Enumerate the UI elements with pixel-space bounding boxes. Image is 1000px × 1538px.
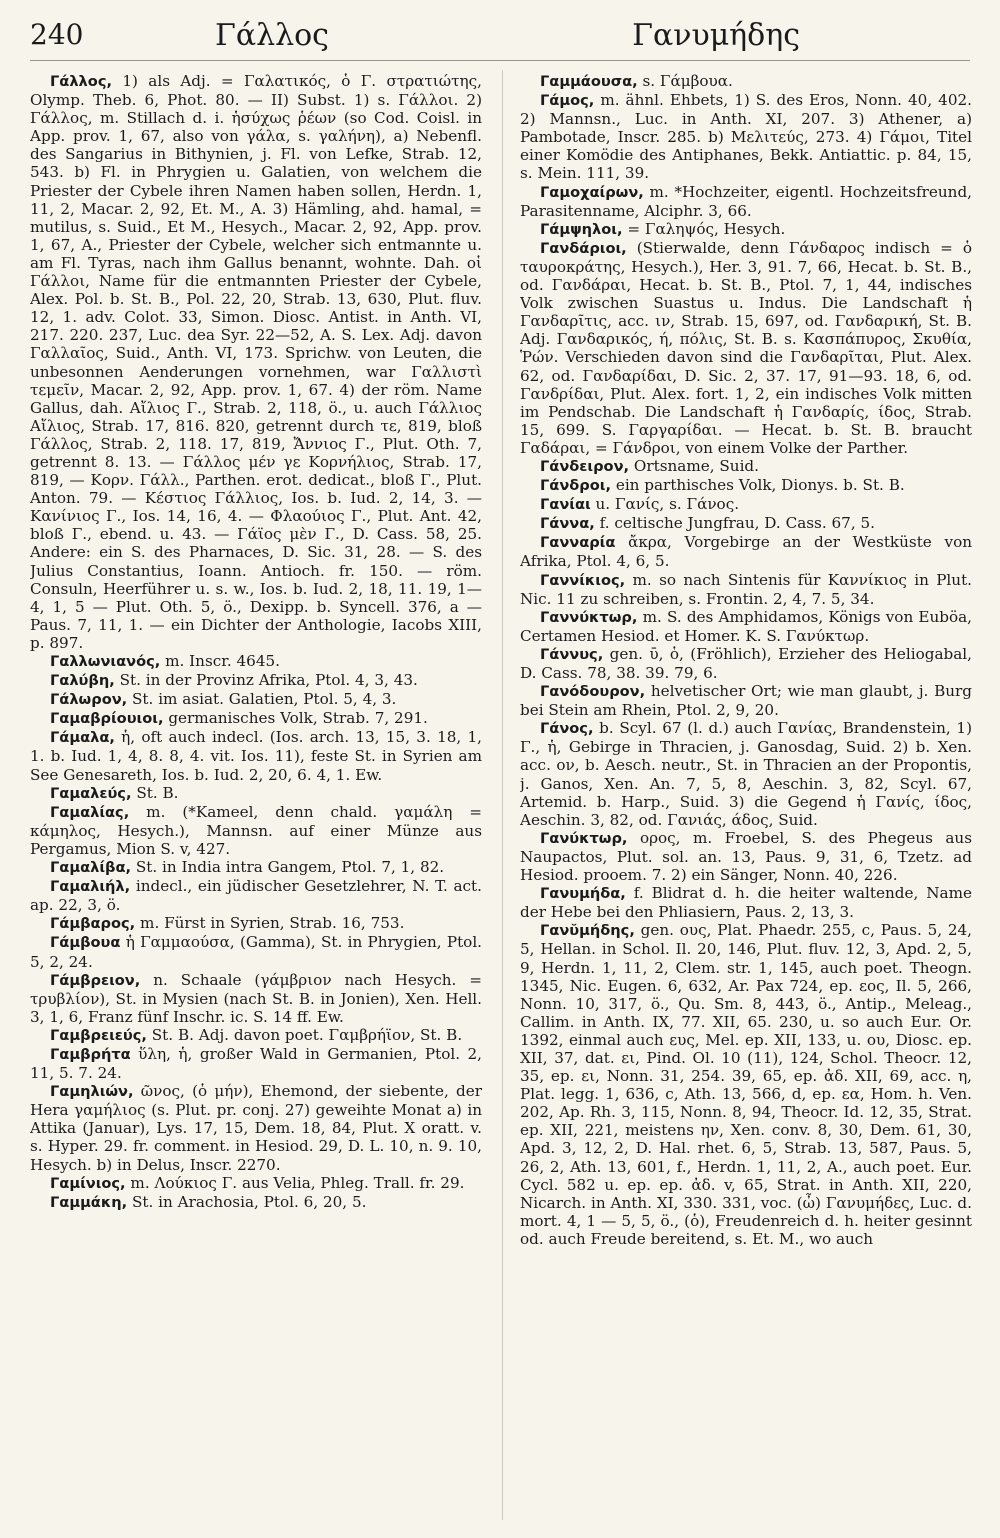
dictionary-entry [30,784,482,803]
entry-text: m. ähnl. Ehbets, 1) S. des Eros, Nonn. 40, 402. 2) Mannsn., Luc. in Anth. XI, 207. 3) Athener, a) Pambotade, Inscr. 285. b) Μελιτεύς, 273. 4) Γάμοι, Titel einer Komödie des Antiphanes, Bekk. Antiattic. p. 84, 15, s. Mein. 111, 39. [520,91,972,183]
entry-headword: Γαμμάουσα, [540,73,638,90]
entry-text: gen. ῡ, ὁ, (Fröhlich), Erzieher des Heliogabal, D. Cass. 78, 38. 39. 79, 6. [520,644,972,682]
entry-text: b. Scyl. 67 (l. d.) auch Γανίας, Brandenstein, 1) Γ., ἡ, Gebirge in Thracien, j. Ganosdag, Suid. 2) b. Xen. acc. ον, b. Aesch. neutr., St. in Thracien an der Propontis, j. Ganos, Xen. An. 7, 5, 8, Aeschin. 3, 82, Scyl. 67, Artemid. b. Harp., Suid. 3) die Gegend ἡ Γανίς, ίδος, Aeschin. 3, 82, od. Γανιάς, άδος, Suid. [520,719,972,829]
dictionary-entry [30,1174,482,1193]
entry-text: ῶνος, (ὁ μήν), Ehemond, der siebente, der Hera γαμήλιος (s. Plut. pr. conj. 27) geweihte Monat a) in Attika (Januar), Lys. 17, 15, Dem. 18, 84, Plut. X oratt. v. s. Hyper. 29. fr. comment. in Hesiod. 29, D. L. 10, n. 9. 10, Hesych. b) in Delus, Inscr. 2270. [30,1082,482,1174]
entry-text: m. *Hochzeiter, eigentl. Hochzeitsfreund, Parasitenname, Alciphr. 3, 66. [520,182,972,220]
entry-text: m. Fürst in Syrien, Strab. 16, 753. [135,914,405,933]
entry-text: helvetischer Ort; wie man glaubt, j. Burg bei Stein am Rhein, Ptol. 2, 9, 20. [520,682,972,720]
dictionary-entry [30,933,482,970]
left-column [30,72,482,1522]
dictionary-entry [520,884,972,921]
entry-headword: Γάννυς, [540,645,604,663]
entry-headword: Γαμαλεύς, [50,784,132,802]
entry-headword: Γάνος, [540,720,594,738]
entry-headword: Γαννίκιος, [540,571,626,589]
dictionary-entry [30,1045,482,1082]
entry-headword: Γάννα, [540,515,595,533]
entry-text: ἡ, oft auch indecl. (Ios. arch. 13, 15, 3. 18, 1, 1. b. Iud. 1, 4, 8. 8, 4. vit. Ios. 11), feste St. in Syrien am See Genesareth, Ios. b. Iud. 2, 20, 6. 4, 1. Ew. [30,728,482,784]
entry-text: ορος, m. Froebel, S. des Phegeus aus Naupactos, Plut. sol. an. 13, Paus. 9, 31, 6, Tzetz. ad Hesiod. prooem. 7. 2) ein Sänger, Nonn. 40, 226. [520,828,972,885]
entry-text: 1) als Adj. = Γαλατικός, ὁ Γ. στρατιώτης, Olymp. Theb. 6, Phot. 80. — II) Subst. 1) s. Γάλλοι. 2) Γάλλος, m. Stillach d. i. ἡσύχως ῥέων (so Cod. Coisl. in App. prov. 1, 67, also von γάλα, s. γαλήνη), a) Nebenfl. des Sangarius in Bithynien, j. Fl. von Lefke, Strab. 12, 543. b) Fl. in Phrygien u. Galatien, von welchem die Priester der Cybele ihren Namen haben sollen, Herdn. 1, 11, 2, Macar. 2, 92, Et. M., A. 3) Hämling, ahd. hamal, = mutilus, s. Suid., Et M., Hesych., Macar. 2, 92, App. prov. 1, 67, A., Priester der Cybele, welcher sich entmannte u. am Fl. Tyras, nach ihm Gallus benannt, wohnte. Dah. οἱ Γάλλοι, Name für die entmannten Priester der Cybele, Alex. Pol. b. St. B., Pol. 22, 20, Strab. 13, 630, Plut. fluv. 12, 1. adv. Colot. 33, Simon. Diosc. Antist. in Anth. VI, 217. 220. 237, Luc. dea Syr. 22—52, A. S. Lex. Adj. davon Γαλλαῖος, Suid., Anth. VI, 173. Sprichw. von Leuten, die unbesonnen Aenderungen vornehmen, war Γαλλιστὶ τεμεῖν, Macar. 2, 92, App. prov. 1, 67. 4) der röm. Name Gallus, dah. Αἴλιος Γ., Strab. 2, 118, ö., u. auch Γάλλιος Αἴλιος, Strab. 17, 816. 820, getrennt durch τε, 819, bloß Γάλλος, Strab. 2, 118. 17, 819, Ἄννιος Γ., Plut. Oth. 7, getrennt 8. 13. — Γάλλος μέν γε Κορνήλιος, Strab. 17, 819, — Κορν. Γάλλ., Parthen. erot. dedicat., bloß Γ., Plut. Anton. 79. — Κέστιος Γάλλιος, Ios. b. Iud. 2, 14, 3. — Κανίνιος Γ., Ios. 14, 16, 4. — Φλαούιος Γ., Plut. Ant. 42, bloß Γ., ebend. u. 43. — Γάϊος μὲν Γ., D. Cass. 58, 25. Andere: ein S. des Pharnaces, D. Sic. 31, 28. — S. des Julius Constantius, Ioann. Antioch. fr. 150. — röm. Consuln, Heerführer u. s. w., Ios. b. Iud. 2, 18, 11. 19, 1—4, 1, 5 — Plut. Oth. 5, ö., Dexipp. b. Syncell. 376, a — Paus. 7, 11, 1. — ein Dichter der Anthologie, Iacobs XIII, p. 897. [30,72,482,652]
entry-headword: Γάμψηλοι, [540,220,623,238]
entry-headword: Γανυμήδα, [540,885,626,903]
entry-text: f. Blidrat d. h. die heiter waltende, Name der Hebe bei den Phliasiern, Paus. 2, 13, 3. [520,884,972,922]
dictionary-entry [520,682,972,719]
entry-headword: Γαμίνιος, [50,1174,126,1192]
dictionary-entry [30,877,482,914]
entry-headword: Γανῠμήδης, [540,922,635,940]
dictionary-entry [30,709,482,728]
column-divider [502,70,503,1520]
entry-text: m. so nach Sintenis für Καννίκιος in Plut. Nic. 11 zu schreiben, s. Frontin. 2, 4, 7. 5, 34. [520,570,972,608]
entry-text: St. B. [131,783,179,802]
entry-headword: Γανόδουρον, [540,683,646,701]
dictionary-entry [30,1082,482,1173]
dictionary-entry [520,829,972,884]
dictionary-entry [30,1193,482,1212]
dictionary-entry [520,495,972,514]
entry-text: germanisches Volk, Strab. 7, 291. [163,709,428,728]
entry-text: m. (*Kameel, denn chald. γαμάλη = κάμηλος, Hesych.), Mannsn. auf einer Münze aus Pergamus, Mion S. v, 427. [30,802,482,858]
entry-headword: Γαμβρειεύς, [50,1026,147,1044]
dictionary-entry [520,91,972,182]
entry-headword: Γάλωρον, [50,691,128,709]
entry-text: indecl., ein jüdischer Gesetzlehrer, N. T. act. ap. 22, 3, ö. [30,877,482,915]
entry-headword: Γάμαλα, [50,729,115,747]
entry-text: ein parthisches Volk, Dionys. b. St. B. [611,476,905,495]
dictionary-entry [30,1026,482,1045]
guide-word-left: Γάλλος [215,18,329,53]
dictionary-entry [520,645,972,682]
entry-text: ἄκρα, Vorgebirge an der Westküste von Afrika, Ptol. 4, 6, 5. [520,533,972,571]
entry-headword: Γαμαλιήλ, [50,878,131,896]
entry-headword: Γάμβαρος, [50,915,136,933]
entry-text: Ortsname, Suid. [629,456,759,475]
entry-headword: Γάμβρειον, [50,971,141,989]
entry-text: (Stierwalde, denn Γάνδαρος indisch = ὁ ταυροκράτης, Hesych.), Her. 3, 91. 7, 66, Hecat. b. St. B., od. Γανδάραι, Hecat. b. St. B., Ptol. 7, 1, 44, indisches Volk zwischen Suastus u. Indus. Die Landschaft ἡ Γανδαρῖτις, acc. ιν, Strab. 15, 697, od. Γανδαρική, St. B. Adj. Γανδαρικός, ή, πόλις, St. B. s. Κασπάπυρος, Σκυθία, Ῥών. Verschieden davon sind die Γανδαρῖται, Plut. Alex. 62, od. Γανδαρίδαι, D. Sic. 2, 37. 17, 91—93. 18, 6, od. Γανδρίδαι, Plut. Alex. fort. 1, 2, ein indisches Volk mitten im Pendschab. Die Landschaft ἡ Γανδαρίς, ίδος, Strab. 15, 699. S. Γαργαρίδαι. — Hecat. b. St. B. braucht Γαδάραι, = Γάνδροι, von einem Volke der Parther. [520,238,972,457]
entry-text: St. in der Provinz Afrika, Ptol. 4, 3, 43. [114,671,418,690]
header-rule [30,60,970,61]
dictionary-entry [520,220,972,239]
dictionary-entry [520,719,972,829]
dictionary-entry [520,183,972,220]
dictionary-entry [520,608,972,645]
dictionary-entry [520,921,972,1248]
entry-text: St. B. Adj. davon poet. Γαμβρήϊον, St. B. [146,1025,463,1044]
dictionary-entry [520,457,972,476]
dictionary-entry [30,858,482,877]
dictionary-entry [30,72,482,652]
entry-text: St. im asiat. Galatien, Ptol. 5, 4, 3. [127,690,397,709]
dictionary-entry [520,239,972,457]
entry-text: u. Γανίς, s. Γάνος. [590,495,740,514]
entry-headword: Γαμαλίβα, [50,859,132,877]
entry-text: = Γαληψός, Hesych. [622,219,786,238]
entry-text: ὕλη, ἡ, großer Wald in Germanien, Ptol. 2, 11, 5. 7. 24. [30,1044,482,1083]
entry-headword: Γανίαι [540,496,591,514]
entry-text: St. in Arachosia, Ptol. 6, 20, 5. [127,1192,367,1211]
entry-headword: Γανύκτωρ, [540,829,628,847]
entry-headword: Γαμμάκη, [50,1193,128,1211]
entry-text: s. Γάμβουα. [637,72,733,90]
dictionary-entry [520,476,972,495]
entry-text: n. Schaale (γάμβριον nach Hesych. = τρυβλίον), St. in Mysien (nach St. B. in Jonien), Xen. Hell. 3, 1, 6, Franz fünf Inschr. ic. S. 14 ff. Ew. [30,970,482,1026]
dictionary-entry [30,690,482,709]
entry-text: f. celtische Jungfrau, D. Cass. 67, 5. [594,514,875,533]
entry-text: ἡ Γαμμαούσα, (Gamma), St. in Phrygien, Ptol. 5, 2, 24. [30,933,482,971]
dictionary-entry [520,571,972,608]
dictionary-entry [30,914,482,933]
entry-headword: Γανναρία [540,534,616,552]
entry-text: m. S. des Amphidamos, Königs von Euböa, Certamen Hesiod. et Homer. K. S. Γανύκτωρ. [520,607,972,645]
entry-headword: Γαλλωνιανός, [50,653,161,670]
entry-text: m. Λούκιος Γ. aus Velia, Phleg. Trall. fr. 29. [125,1173,465,1192]
entry-headword: Γάνδειρον, [540,457,630,475]
entry-headword: Γάμβουα [50,934,121,952]
dictionary-entry [520,72,972,91]
guide-word-right: Γανυμήδης [632,18,800,53]
right-column [520,72,972,1522]
dictionary-entry [30,671,482,690]
entry-text: gen. ους, Plat. Phaedr. 255, c, Paus. 5, 24, 5, Hellan. in Schol. Il. 20, 146, Plut. fluv. 12, 3, Apd. 2, 5, 9, Herdn. 1, 11, 2, Clem. str. 1, 145, auch poet. Theogn. 1345, Nic. Eugen. 6, 632, Ar. Pax 724, ep. εος, Il. 5, 266, Nonn. 10, 317, ö., Qu. Sm. 8, 443, ö., Antip., Meleag., Callim. in Anth. IX, 77. XII, 65. 230, u. so auch Eur. Or. 1392, einmal auch ευς, Mel. ep. XII, 133, u. ου, Diosc. ep. XII, 37, dat. ει, Pind. Ol. 10 (11), 124, Schol. Theocr. 12, 35, ep. ει, Nonn. 31, 254. 39, 65, ep. ἀδ. XII, 69, acc. η, Plat. legg. 1, 636, c, Ath. 13, 566, d, ep. εα, Hom. h. Ven. 202, Ap. Rh. 3, 115, Nonn. 8, 94, Theocr. Id. 12, 35, Strat. ep. XII, 221, meistens ην, Xen. conv. 8, 30, Dem. 61, 30, Apd. 3, 12, 2, D. Hal. rhet. 6, 5, Strab. 13, 587, Paus. 5, 26, 2, Ath. 13, 601, f., Herdn. 1, 11, 2, A., auch poet. Eur. Cycl. 582 u. ep. ep. ἀδ. v, 65, Strat. in Anth. XII, 220, Nicarch. in Anth. XI, 330. 331, voc. (ὦ) Γανυμήδες, Luc. d. mort. 4, 1 — 5, 5, ö., (ὁ), Freudenreich d. h. heiter gesinnt od. auch Freude bereitend, s. Et. M., wo auch [520,921,972,1248]
entry-headword: Γαμοχαίρων, [540,183,644,201]
entry-headword: Γαμηλιών, [50,1083,134,1101]
entry-text: St. in India intra Gangem, Ptol. 7, 1, 82. [131,858,445,877]
dictionary-entry [30,728,482,783]
entry-headword: Γαννύκτωρ, [540,608,638,626]
dictionary-entry [520,514,972,533]
dictionary-entry [30,652,482,671]
entry-headword: Γαμβρήτα [50,1045,131,1063]
dictionary-entry [30,803,482,858]
page-number: 240 [30,18,84,51]
entry-headword: Γαλύβη, [50,672,115,690]
entry-headword: Γαμαλίας, [50,803,130,821]
entry-headword: Γάμος, [540,92,595,110]
entry-headword: Γάνδροι, [540,477,611,495]
entry-headword: Γανδάριοι, [540,239,627,257]
entry-headword: Γάλλος, [50,73,113,90]
dictionary-entry [520,533,972,570]
dictionary-entry [30,971,482,1026]
entry-text: m. Inscr. 4645. [160,652,280,670]
entry-headword: Γαμαβρίουιοι, [50,710,164,728]
